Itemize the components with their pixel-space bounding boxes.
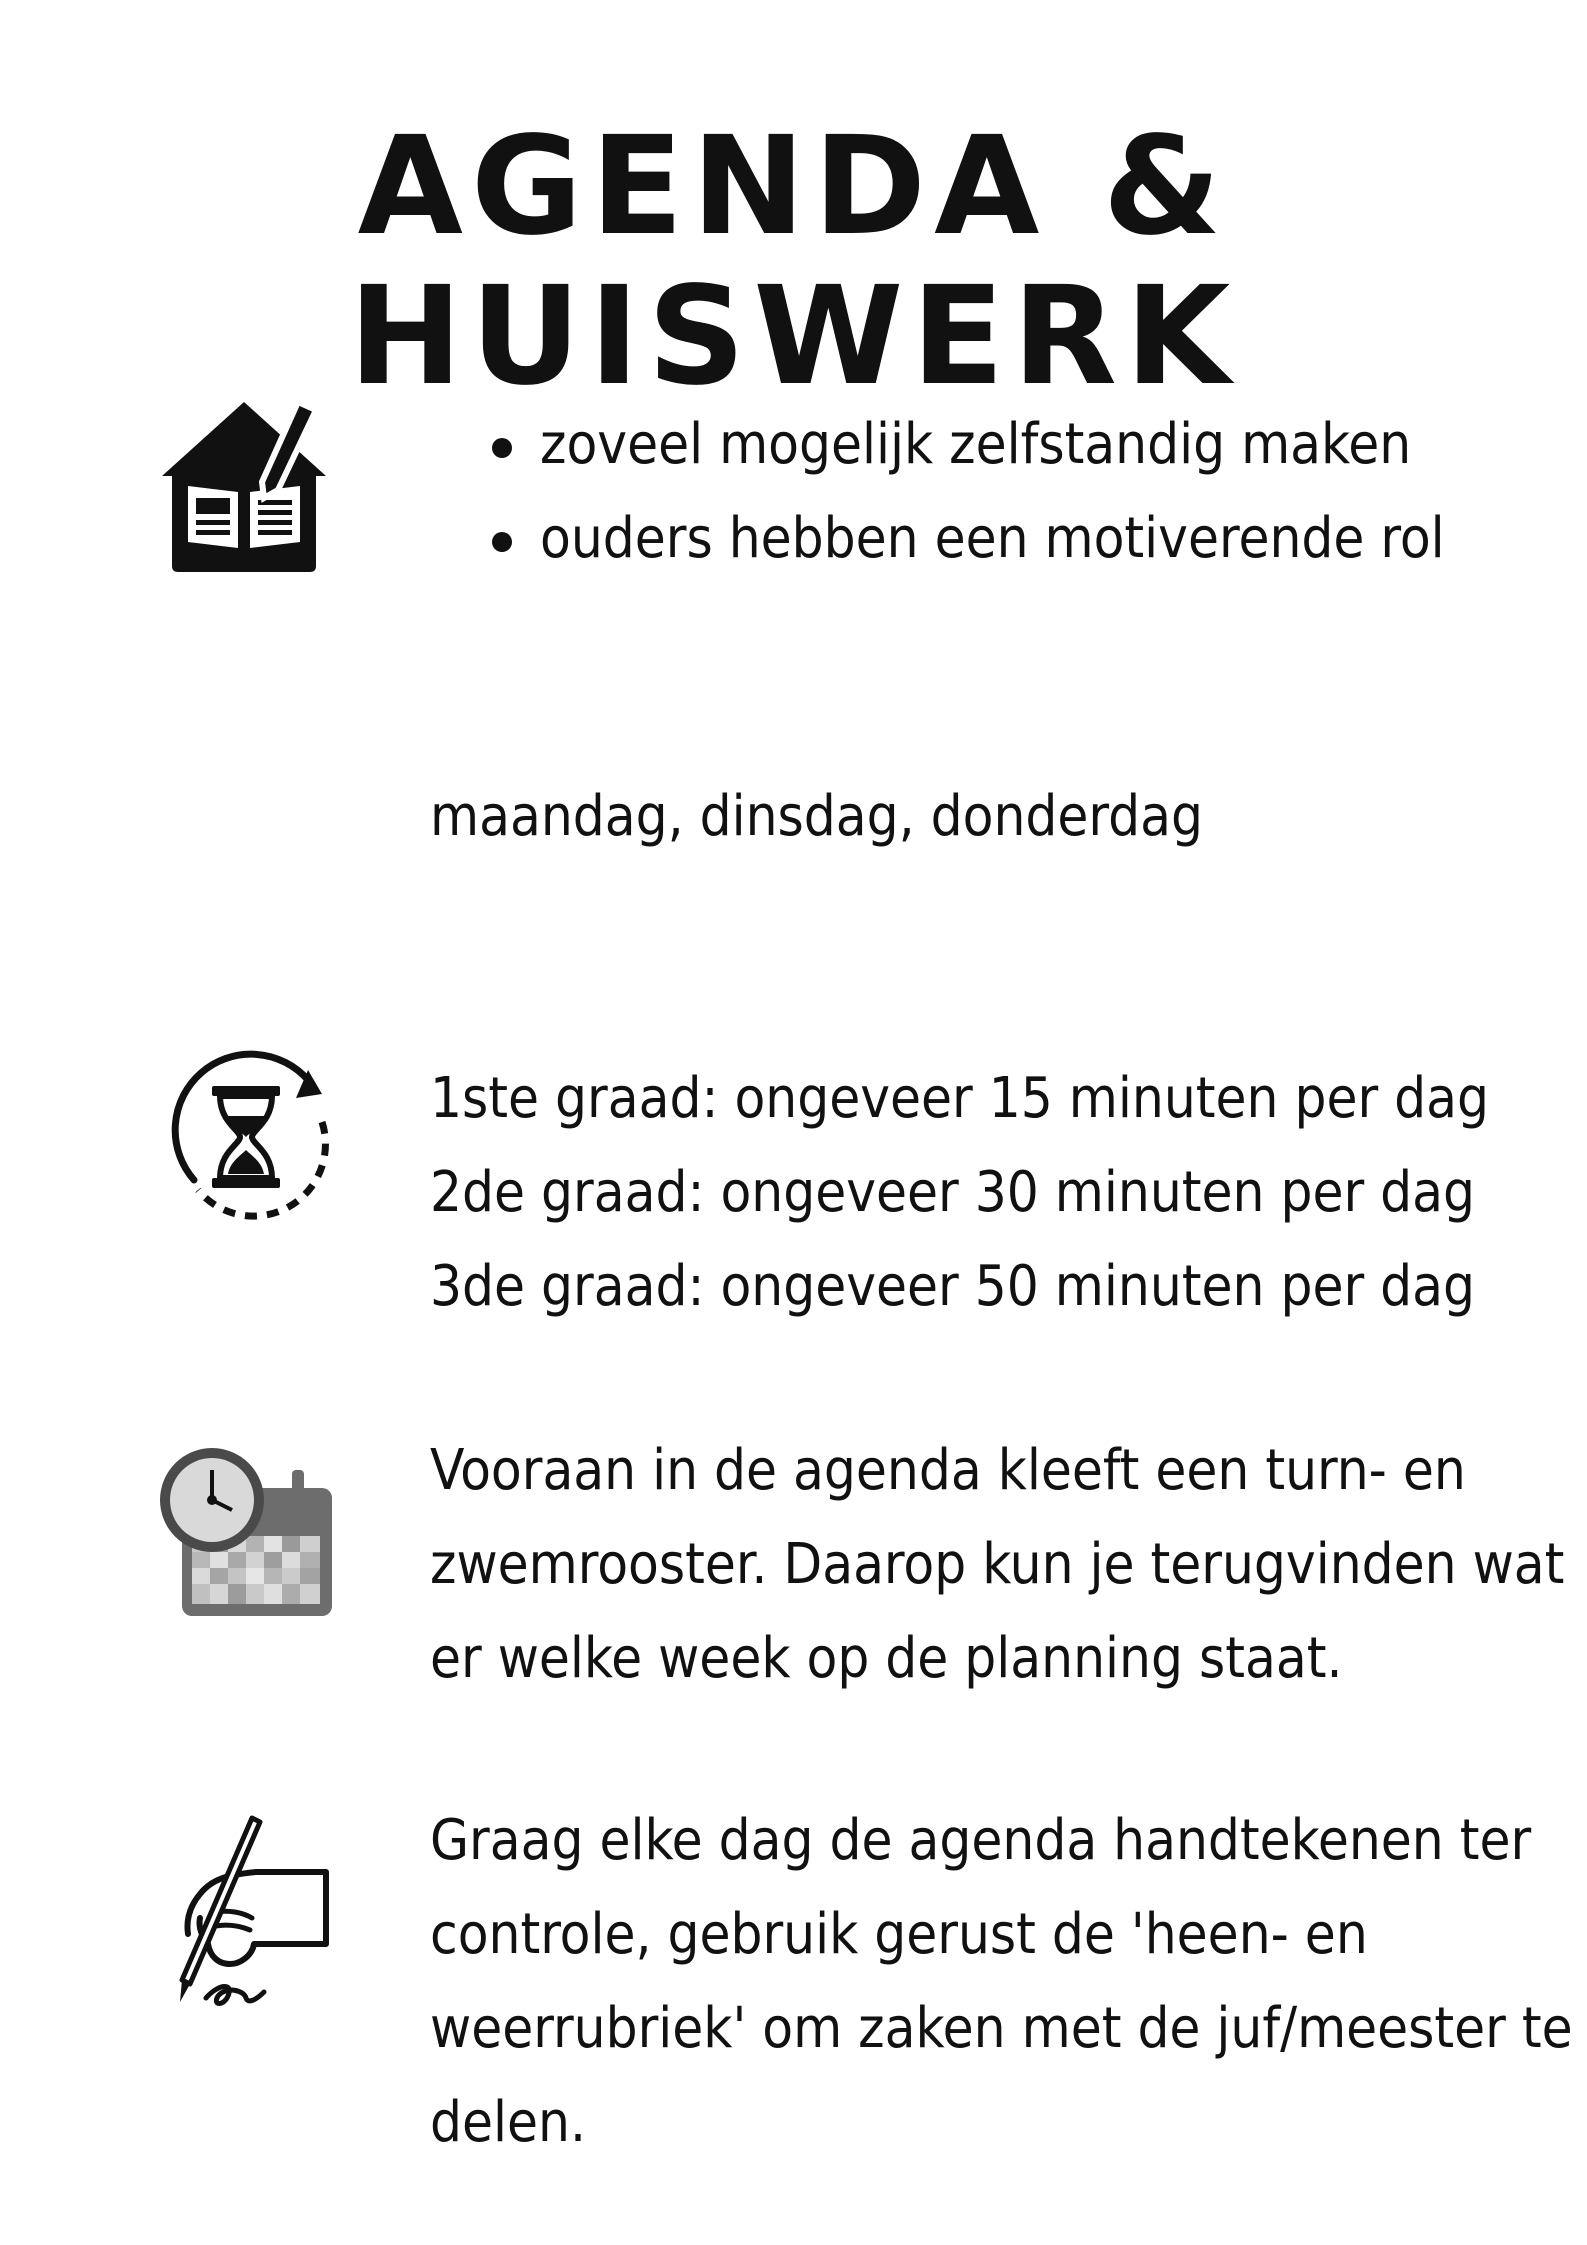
bullet-item: ouders hebben een motiverende rol: [480, 492, 1445, 586]
duration-line: 2de graad: ongeveer 30 minuten per dag: [430, 1160, 1475, 1225]
hourglass-cycle-icon: [158, 1050, 334, 1226]
house-book-pencil-icon: [158, 398, 330, 574]
signature-line: weerrubriek' om zaken met de juf/meester te: [430, 1996, 1573, 2061]
signature-line: Graag elke dag de agenda handtekenen ter: [430, 1808, 1532, 1873]
page-title: AGENDA & HUISWERK: [348, 108, 1239, 416]
signature-line: controle, gebruik gerust de 'heen- en: [430, 1902, 1368, 1967]
bullet-item: zoveel mogelijk zelfstandig maken: [480, 398, 1445, 492]
schedule-text: [430, 1424, 1564, 1706]
schedule-line: er welke week op de planning staat.: [430, 1626, 1343, 1691]
days-line: maandag, dinsdag, donderdag: [430, 784, 1203, 849]
days-text: [430, 770, 1203, 864]
signature-text: [430, 1794, 1573, 2170]
hand-signing-icon: [156, 1814, 336, 2014]
signature-line: delen.: [430, 2090, 586, 2155]
homework-bullets: [480, 398, 1445, 586]
schedule-line: Vooraan in de agenda kleeft een turn- en: [430, 1438, 1466, 1503]
duration-line: 3de graad: ongeveer 50 minuten per dag: [430, 1254, 1475, 1319]
duration-text: [430, 1052, 1489, 1334]
schedule-line: zwemrooster. Daarop kun je terugvinden wat: [430, 1532, 1565, 1597]
clock-calendar-icon: [158, 1448, 334, 1618]
duration-line: 1ste graad: ongeveer 15 minuten per dag: [430, 1066, 1489, 1131]
